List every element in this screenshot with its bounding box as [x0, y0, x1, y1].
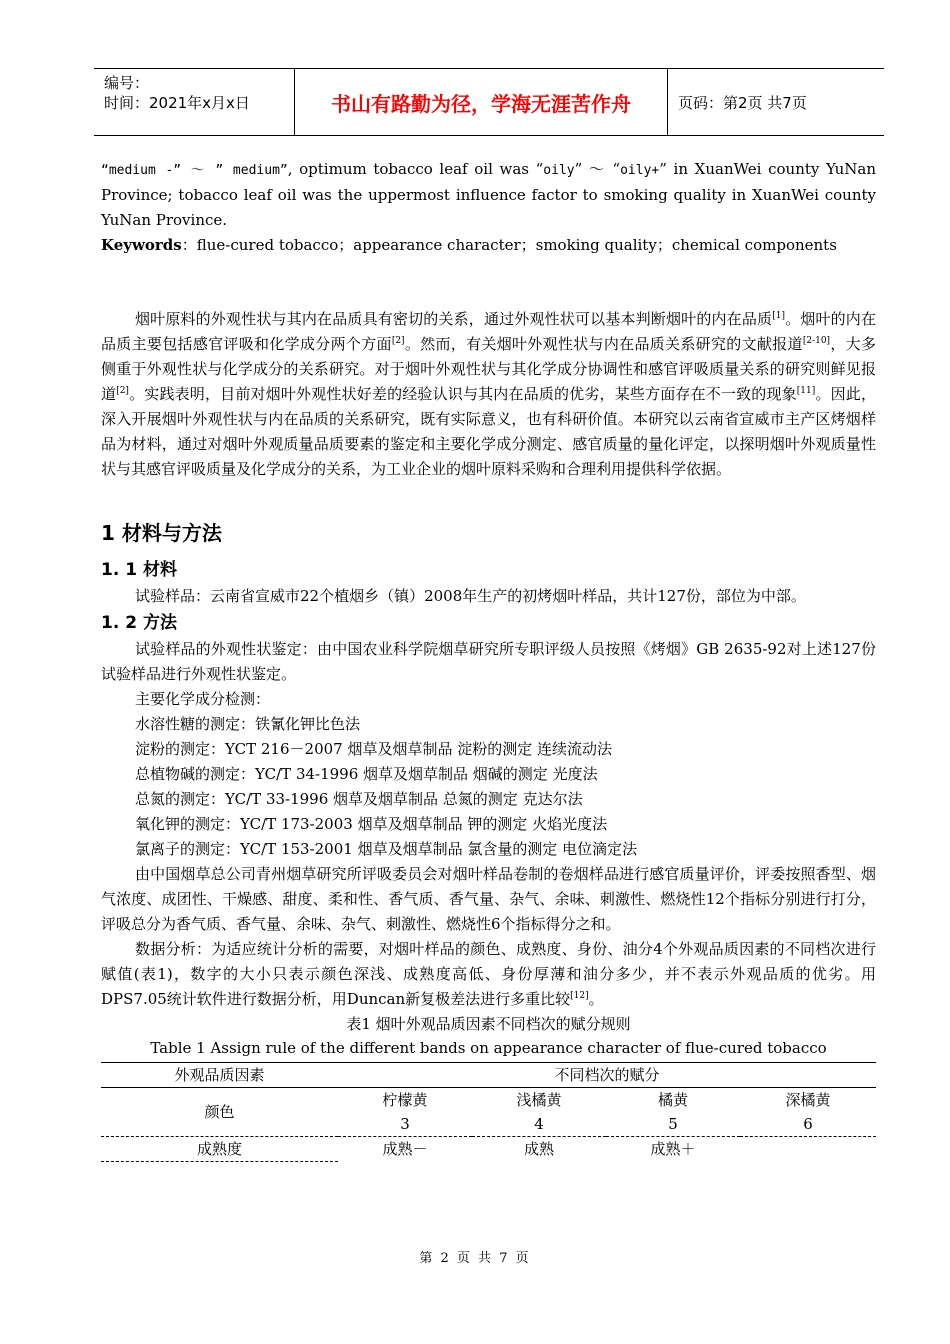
table-caption-cn: 表1 烟叶外观品质因素不同档次的赋分规则 — [346, 1015, 631, 1033]
header-info — [94, 69, 295, 135]
grade-cell: 深橘黄 — [785, 1091, 831, 1109]
intro-text-4: ，大多侧重于外观性状与化学成分的关系研究。对于烟叶外观性状与其化学成分协调性和感官评吸质量关系的研究则鲜见报道 — [101, 335, 876, 403]
page-footer: 第 2 页 共 7 页 — [419, 1251, 531, 1266]
code-label: 编号： — [104, 74, 150, 92]
abstract-english — [101, 157, 876, 233]
assign-rule-table — [101, 1062, 876, 1162]
factor-color: 颜色 — [101, 1088, 338, 1137]
grade-cell: 成熟－ — [382, 1140, 428, 1159]
header-motto: 书山有路勤为径，学海无涯苦作舟 — [295, 69, 668, 135]
citation: [1] — [772, 311, 785, 321]
section-1-1-title: 1. 1 材料 — [101, 560, 177, 580]
method-appearance: 试验样品的外观性状鉴定：由中国农业科学院烟草研究所专职评级人员按照《烤烟》GB 2635-92对上述127份试验样品进行外观性状鉴定。 — [101, 640, 876, 683]
score-cell: 3 — [338, 1112, 472, 1137]
section-1-title: 1 材料与方法 — [101, 521, 222, 545]
grade-cell: 成熟＋ — [650, 1140, 696, 1159]
document-body — [101, 157, 876, 1162]
data-analysis-text: 数据分析：为适应统计分析的需要，对烟叶样品的颜色、成熟度、身份、油分4个外观品质因素的不同档次进行赋值(表1)，数字的大小只表示颜色深浅、成熟度高低、身份厚薄和油分多少，并不表示外观品质的优劣。用DPS7.05统计软件进行数据分析，用Duncan新复极差法进行多重比较 — [101, 940, 876, 1008]
grade-cell: 浅橘黄 — [516, 1091, 562, 1109]
method-starch: 淀粉的测定：YCT 216－2007 烟草及烟草制品 淀粉的测定 连续流动法 — [135, 740, 612, 758]
abstract-text-c: oily — [543, 163, 575, 178]
score-cell: 6 — [740, 1112, 876, 1137]
method-sugar: 水溶性糖的测定：铁氰化钾比色法 — [135, 715, 361, 733]
intro-text-2: 。烟叶的内在品质主要包括感官评吸和化学成分两个方面 — [101, 310, 876, 353]
section-1-2-title: 1. 2 方法 — [101, 613, 177, 633]
method-chloride: 氯离子的测定：YC/T 153-2001 烟草及烟草制品 氯含量的测定 电位滴定法 — [135, 840, 638, 858]
table-header-scores: 不同档次的赋分 — [554, 1066, 660, 1084]
table-row — [101, 1088, 876, 1113]
score-cell: 5 — [606, 1112, 740, 1137]
table-header-factor: 外观品质因素 — [174, 1066, 265, 1084]
grade-cell: 成熟 — [523, 1140, 554, 1159]
header-page-label: 页码：第2页 共7页 — [678, 93, 807, 112]
intro-text-6: 。因此，深入开展烟叶外观性状与内在品质的关系研究，既有实际意义，也有科研价值。本研究以云南省宣威市主产区烤烟样品为材料，通过对烟叶外观质量品质要素的鉴定和主要化学成分测定、感官质量的量化评定，以探明烟叶外观质量性状与其感官评吸质量及化学成分的关系，为工业企业的烟叶原料采购和合理利用提供科学依据。 — [101, 385, 876, 478]
table-caption-en: Table 1 Assign rule of the different bands on appearance character of flue-cured tobacco — [150, 1039, 827, 1057]
citation: [11] — [796, 386, 816, 396]
data-analysis-end: 。 — [588, 990, 604, 1008]
citation: [2] — [391, 336, 405, 346]
abstract-text-b: , optimum tobacco leaf oil was “ — [287, 160, 544, 178]
score-cell: 4 — [472, 1112, 606, 1137]
method-potassium: 氧化钾的测定：YC/T 173-2003 烟草及烟草制品 钾的测定 火焰光度法 — [135, 815, 608, 833]
citation: [2] — [116, 386, 129, 396]
method-alkaloid: 总植物碱的测定：YC/T 34-1996 烟草及烟草制品 烟碱的测定 光度法 — [135, 765, 598, 783]
table-header-row — [101, 1063, 876, 1088]
time-label: 时间：2021年x月x日 — [104, 94, 250, 112]
citation: [2-10] — [802, 336, 831, 346]
method-chem-heading: 主要化学成分检测： — [135, 690, 271, 708]
keywords-label: Keywords — [101, 236, 182, 254]
abstract-text-f: ” in XuanWei county YuNan Province; tobacco leaf oil was the uppermost influence factor to smoking quality in XuanWei county YuNan Province. — [101, 160, 876, 229]
method-data-analysis — [101, 937, 876, 1012]
grade-cell: 柠檬黄 — [382, 1091, 428, 1109]
intro-paragraph — [101, 307, 876, 482]
table-row — [101, 1137, 876, 1162]
intro-text-3: 。然而，有关烟叶外观性状与内在品质关系研究的文献报道 — [404, 335, 803, 353]
keywords-text: ：flue-cured tobacco；appearance character；smoking quality；chemical components — [181, 236, 837, 254]
intro-text-1: 烟叶原料的外观性状与其内在品质具有密切的关系，通过外观性状可以基本判断烟叶的内在品质 — [135, 310, 773, 328]
keywords-line — [101, 233, 876, 258]
method-nitrogen: 总氮的测定：YC/T 33-1996 烟草及烟草制品 总氮的测定 克达尔法 — [135, 790, 583, 808]
page-header — [94, 68, 884, 136]
grade-cell: 橘黄 — [657, 1091, 688, 1109]
materials-text: 试验样品：云南省宣威市22个植烟乡（镇）2008年生产的初烤烟叶样品，共计127份，部位为中部。 — [135, 587, 806, 605]
method-sensory: 由中国烟草总公司青州烟草研究所评吸委员会对烟叶样品卷制的卷烟样品进行感官质量评价，评委按照香型、烟气浓度、成团性、干燥感、甜度、柔和性、香气质、香气量、杂气、余味、刺激性、燃烧性12个指标分别进行打分，评吸总分为香气质、香气量、余味、杂气、刺激性、燃烧性6个指标得分之和。 — [101, 865, 876, 933]
factor-maturity: 成熟度 — [101, 1137, 338, 1162]
abstract-text-d: ” ～ “ — [574, 160, 621, 178]
abstract-text-e: oily+ — [620, 163, 660, 178]
abstract-text-a: “medium -” ～ ” medium” — [101, 163, 288, 178]
intro-text-5: 。实践表明，目前对烟叶外观性状好差的经验认识与其内在品质的优劣，某些方面存在不一致的现象 — [128, 385, 797, 403]
citation: [12] — [570, 991, 589, 1001]
grade-cell — [740, 1137, 876, 1162]
